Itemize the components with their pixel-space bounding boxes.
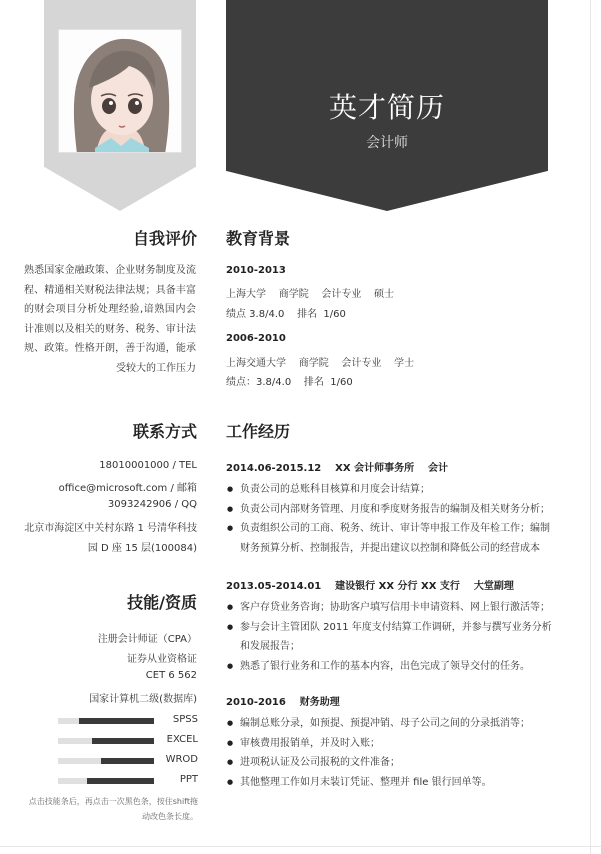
contact-email[interactable]: office@microsoft.com / 邮箱 [58,483,197,494]
skill-row-spss[interactable] [58,714,198,728]
duty-item: ● 负责公司内部财务管理、月度和季度财务报告的编制及相关财务分析； [226,500,558,520]
skill-name: EXCEL [166,734,198,745]
duty-item: ● 负责组织公司的工商、税务、统计、审计等申报工作及年检工作；编制财务预算分析、控制报告，并提出建议以控制和降低公司的经营成本 [226,519,558,558]
cert-item: 证券从业资格证 [127,654,197,665]
page-edge-bottom [0,846,601,847]
page-edge-right [590,0,591,854]
duty-item: ● 审核费用报销单，并及时入账； [226,734,558,754]
edu-school: 上海大学 商学院 会计专业 硕士 [226,289,395,300]
cert-item: 国家计算机二级(数据库) [89,694,197,705]
skill-row-ppt[interactable] [58,774,198,788]
avatar-illustration [59,30,182,153]
job-entry [226,577,558,676]
duty-item: ● 熟悉了银行业务和工作的基本内容，出色完成了领导交付的任务。 [226,657,558,677]
work-heading: 工作经历 [226,422,291,441]
job-entry [226,459,558,558]
duty-list [226,598,558,676]
skill-bar[interactable] [58,778,154,784]
avatar[interactable] [58,29,182,153]
duty-item: ● 编制总账分录，如预提、预提冲销、母子公司之间的分录抵消等； [226,714,558,734]
skills-heading: 技能/资质 [127,593,197,612]
contact-qq: 3093242906 / QQ [107,499,197,510]
skill-name: SPSS [172,714,198,725]
duty-list [226,714,558,792]
duty-item: ● 参与会计主管团队 2011 年度支付结算工作调研，并参与撰写业务分析和发展报告； [226,618,558,657]
job-header: 2014.06-2015.12 XX 会计师事务所 会计 [226,463,448,474]
skill-name: WROD [165,754,198,765]
duty-item: ● 负责公司的总账科目核算和月度会计结算； [226,480,558,500]
skill-bar-fill[interactable] [92,738,154,744]
job-entry [226,693,558,792]
skill-row-wrod[interactable] [58,754,198,768]
skill-name: PPT [179,774,198,785]
duty-item: ● 进项税认证及公司报税的文件准备； [226,753,558,773]
skill-bar[interactable] [58,738,154,744]
edu-school: 上海交通大学 商学院 会计专业 学士 [226,358,415,369]
contact-phone: 18010001000 / TEL [99,460,197,471]
edu-date: 2006-2010 [226,333,286,344]
job-header: 2013.05-2014.01 建设银行 XX 分行 XX 支行 大堂副理 [226,581,514,592]
duty-item: ● 客户存贷业务咨询；协助客户填写信用卡申请资料、网上银行激活等； [226,598,558,618]
edu-date: 2010-2013 [226,265,286,276]
skill-bar-fill[interactable] [87,778,154,784]
skill-bar[interactable] [58,758,154,764]
contact-address-line-2: 园 D 座 15 层(100084) [87,543,197,554]
skill-bar-hint: 点击技能条后，再点击一次黑色条，按住shift拖动改色条长度。 [28,797,198,821]
skill-bar-fill[interactable] [79,718,154,724]
self-eval-text: 熟悉国家金融政策、企业财务制度及流程、精通相关财税法律法规；具备丰富的财会项目分析处理经验,谙熟国内会计准则以及相关的财务、税务、审计法规、政策。性格开朗，善于沟通，能承受较大的工作压力 [24,265,196,374]
contact-heading: 联系方式 [132,422,197,441]
duty-list [226,480,558,558]
duty-item: ● 其他整理工作如月末装订凭证、整理并 file 银行回单等。 [226,773,558,793]
education-heading: 教育背景 [226,229,291,248]
self-eval-heading: 自我评价 [132,229,197,248]
job-title: 会计师 [366,135,408,151]
skill-row-excel[interactable] [58,734,198,748]
cert-item: CET 6 562 [145,670,197,681]
contact-address-line-1: 北京市海淀区中关村东路 1 号清华科技 [24,523,197,534]
skill-bar-fill[interactable] [101,758,154,764]
job-header: 2010-2016 财务助理 [226,697,340,708]
cert-item: 注册会计师证（CPA） [97,634,197,645]
edu-score: 绩点 3.8/4.0 排名 1/60 [226,309,346,320]
resume-title: 英才简历 [328,91,445,124]
skill-bar[interactable] [58,718,154,724]
edu-score: 绩点：3.8/4.0 排名 1/60 [226,377,353,388]
